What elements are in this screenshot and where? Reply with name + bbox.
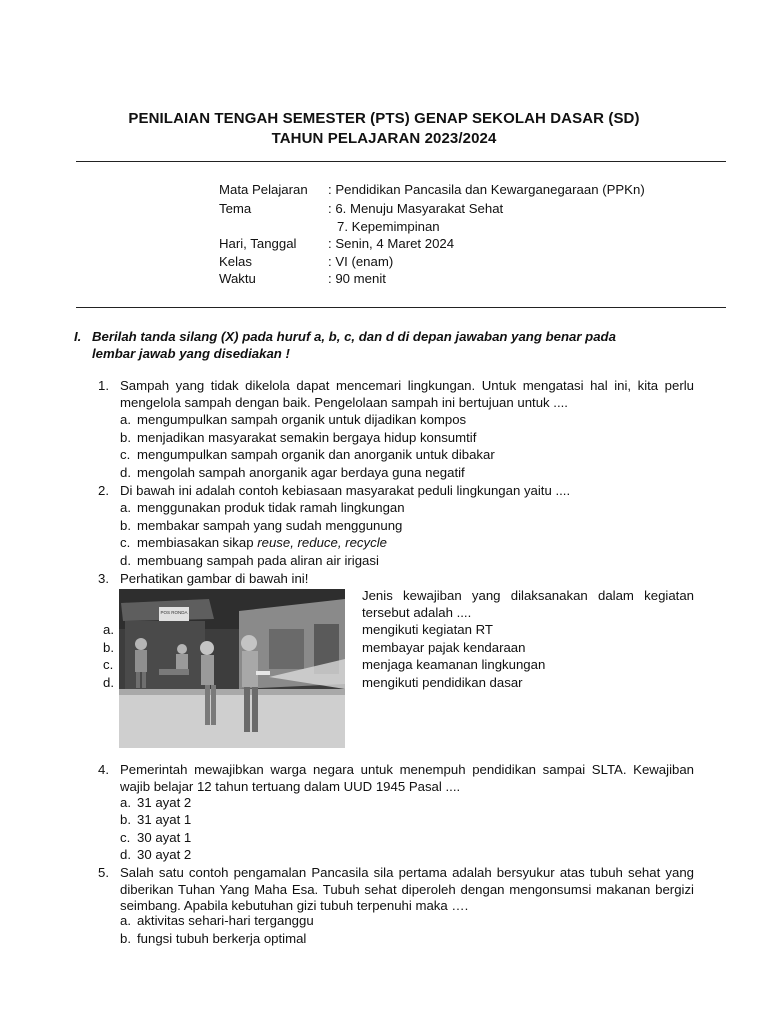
option-text: mengolah sampah anorganik agar berdaya guna negatif (137, 465, 465, 480)
option-text: aktivitas sehari-hari terganggu (137, 913, 314, 928)
option-text: fungsi tubuh berkerja optimal (137, 931, 307, 946)
option-letter: a. (120, 500, 131, 515)
page-title: PENILAIAN TENGAH SEMESTER (PTS) GENAP SEKOLAH DASAR (SD) (128, 110, 640, 127)
question-number: 4. (98, 762, 109, 777)
option-letter: d. (120, 553, 131, 568)
question-number: 2. (98, 483, 109, 498)
option-letter: a. (120, 795, 131, 810)
option-letter: c. (120, 830, 131, 845)
question-number: 5. (98, 865, 109, 880)
section-instruction-line2: lembar jawab yang disediakan ! (92, 346, 290, 361)
option-letter: d. (120, 465, 131, 480)
subject-value: : Pendidikan Pancasila dan Kewarganegaraan (PPKn) (328, 182, 645, 197)
option-text-plain: membiasakan sikap (137, 535, 258, 550)
option-letter: c. (120, 447, 131, 462)
option-letter: b. (120, 518, 131, 533)
option-text: menjadikan masyarakat semakin bergaya hidup konsumtif (137, 430, 477, 445)
option-text: menggunakan produk tidak ramah lingkungan (137, 500, 405, 515)
question-text: Di bawah ini adalah contoh kebiasaan masyarakat peduli lingkungan yaitu .... (120, 483, 571, 498)
option-letter: a. (103, 622, 114, 637)
option-text: menjaga keamanan lingkungan (362, 657, 546, 672)
option-text: mengumpulkan sampah organik dan anorganik untuk dibakar (137, 447, 495, 462)
night-patrol-illustration (119, 589, 345, 748)
option-text: mengumpulkan sampah organik untuk dijadikan kompos (137, 412, 467, 427)
option-letter: c. (103, 657, 114, 672)
option-text: mengikuti kegiatan RT (362, 622, 493, 637)
option-text: membayar pajak kendaraan (362, 640, 526, 655)
date-value: : Senin, 4 Maret 2024 (328, 236, 455, 251)
option-letter: c. (120, 535, 131, 550)
subject-label: Mata Pelajaran (219, 182, 308, 197)
option-letter: a. (120, 412, 131, 427)
theme-label: Tema (219, 201, 252, 216)
option-letter: b. (103, 640, 114, 655)
option-text: 31 ayat 2 (137, 795, 192, 810)
option-letter: a. (120, 913, 131, 928)
option-text: membuang sampah pada aliran air irigasi (137, 553, 379, 568)
question-text: Perhatikan gambar di bawah ini! (120, 571, 309, 586)
divider-top (76, 161, 726, 162)
time-value: : 90 menit (328, 271, 386, 286)
option-text: 30 ayat 1 (137, 830, 192, 845)
sign-text: POS RONDA (160, 610, 188, 615)
option-letter: d. (120, 847, 131, 862)
theme-value-2: 7. Kepemimpinan (337, 219, 440, 234)
date-label: Hari, Tanggal (219, 236, 297, 251)
option-letter: b. (120, 931, 131, 946)
question-number: 1. (98, 378, 109, 393)
question-number: 3. (98, 571, 109, 586)
question-text: Salah satu contoh pengamalan Pancasila sila pertama adalah bersyukur atas tubuh sehat yang diberikan Tuhan Yang Maha Esa. Tubuh sehat diperoleh dengan mengonsumsi makanan bergizi seimbang. Apabila kebutuhan gizi tubuh terpenuhi maka …. (120, 865, 694, 913)
class-label: Kelas (219, 254, 252, 269)
time-label: Waktu (219, 271, 256, 286)
option-text-italic: reuse, reduce, recycle (257, 535, 387, 550)
option-text: mengikuti pendidikan dasar (362, 675, 523, 690)
option-letter: b. (120, 430, 131, 445)
option-text: 31 ayat 1 (137, 812, 192, 827)
theme-value-1: : 6. Menuju Masyarakat Sehat (328, 201, 504, 216)
option-text: 30 ayat 2 (137, 847, 192, 862)
class-value: : VI (enam) (328, 254, 394, 269)
option-letter: b. (120, 812, 131, 827)
question-stem: Jenis kewajiban yang dilaksanakan dalam kegiatan tersebut adalah .... (362, 588, 694, 620)
option-letter: d. (103, 675, 114, 690)
section-number: I. (74, 329, 82, 344)
question-text: Pemerintah mewajibkan warga negara untuk menempuh pendidikan sampai SLTA. Kewajiban wajib belajar 12 tahun tertuang dalam UUD 1945 Pasal .... (120, 762, 694, 794)
option-text (137, 535, 387, 550)
question-text: Sampah yang tidak dikelola dapat mencemari lingkungan. Untuk mengatasi hal ini, kita perlu mengelola sampah dengan baik. Pengelolaan sampah ini bertujuan untuk .... (120, 378, 694, 410)
divider-bottom (76, 307, 726, 308)
section-instruction-line1: Berilah tanda silang (X) pada huruf a, b, c, dan d di depan jawaban yang benar pada (92, 329, 616, 344)
page-subtitle: TAHUN PELAJARAN 2023/2024 (271, 130, 497, 147)
option-text: membakar sampah yang sudah menggunung (137, 518, 403, 533)
